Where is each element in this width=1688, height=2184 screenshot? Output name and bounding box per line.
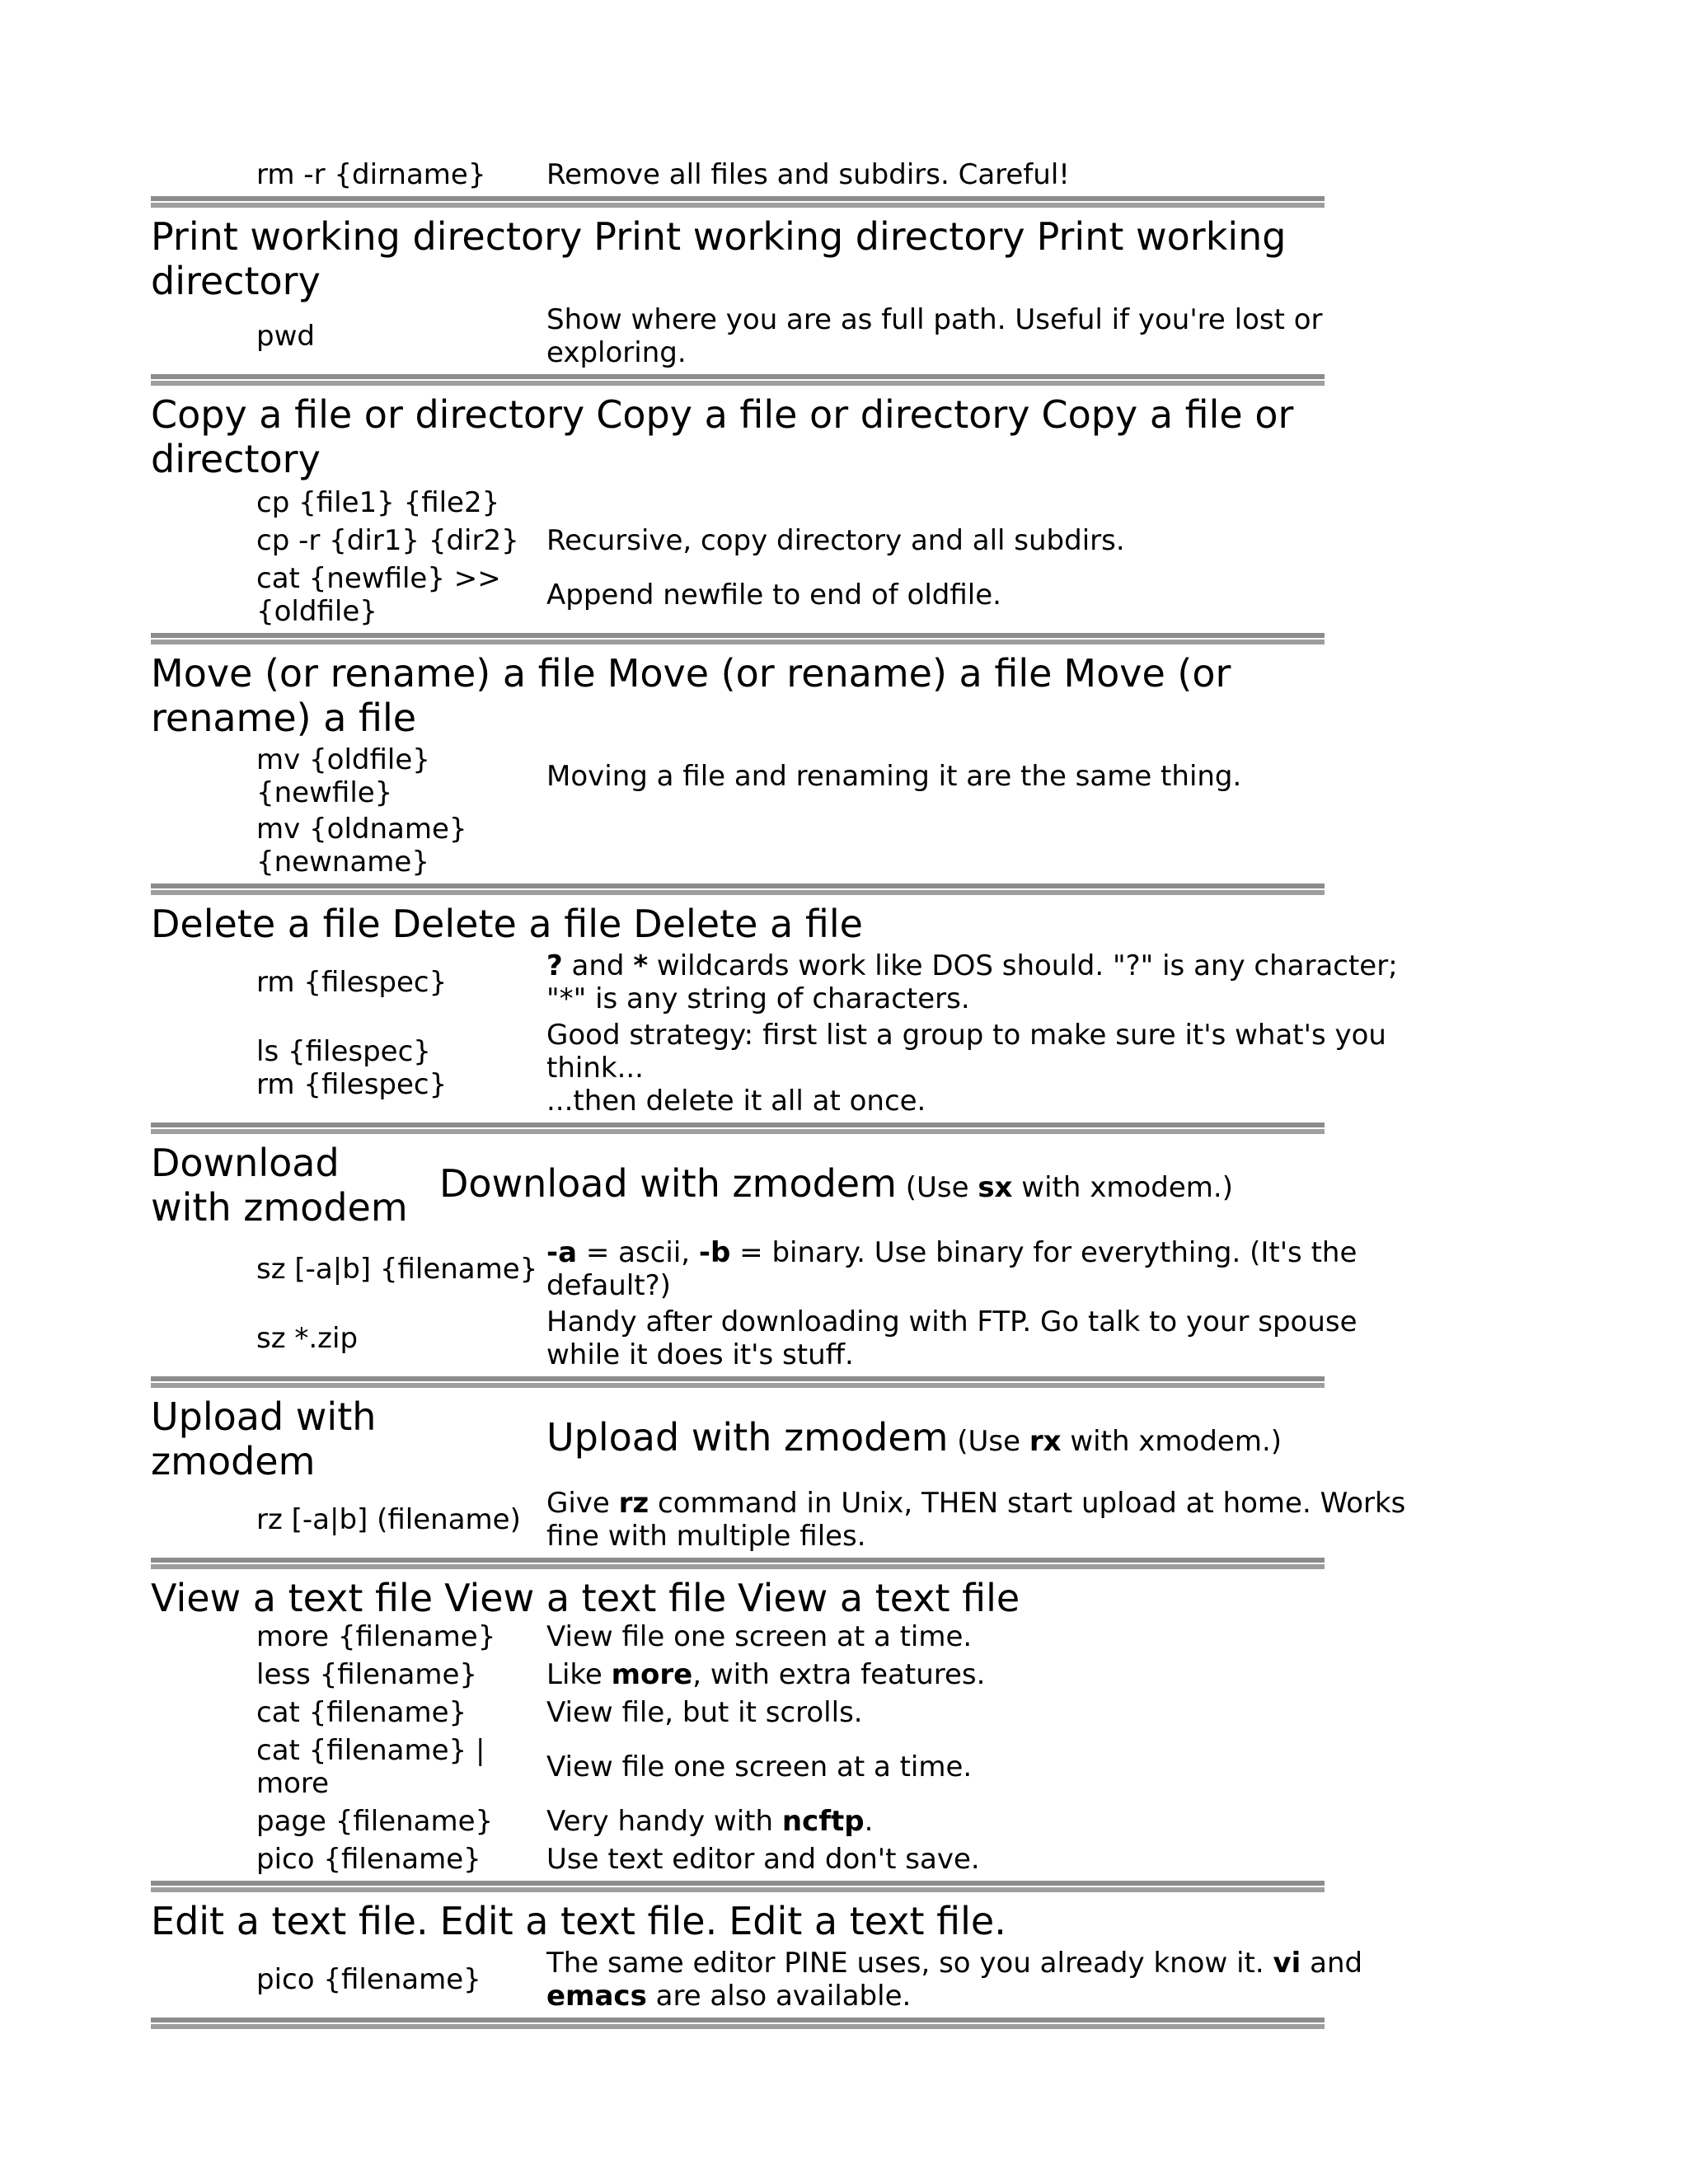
divider — [151, 883, 1325, 895]
command-name: rz — [618, 1487, 649, 1520]
description: Append newfile to end of oldfile. — [546, 579, 1001, 612]
heading-text: Print working directory — [151, 214, 1287, 303]
command: page {filename} — [256, 1805, 494, 1838]
heading-text: Delete a file — [633, 902, 863, 946]
description-text: . — [864, 1805, 874, 1838]
section-heading-download — [151, 1141, 1445, 1230]
heading-text: Upload with zmodem — [546, 1414, 949, 1460]
section-heading-upload — [151, 1394, 1445, 1483]
command-row — [151, 1487, 1445, 1553]
command: rm {filespec} — [256, 966, 448, 999]
description — [546, 1947, 1445, 2013]
description-text: , with extra features. — [692, 1658, 986, 1691]
description — [546, 1658, 1445, 1691]
heading-text: View a text file — [151, 1576, 434, 1620]
heading-text: Copy a file or directory — [596, 392, 1030, 437]
command-line: ls {filespec} — [256, 1035, 431, 1068]
heading-text: Delete a file — [392, 902, 622, 946]
description — [546, 1805, 1445, 1838]
description: View file one screen at a time. — [546, 1620, 973, 1653]
section-heading-copy — [151, 392, 1445, 481]
heading-text: Print working directory — [151, 214, 583, 259]
description-line: Good strategy: first list a group to make sure it's what's you think... — [546, 1019, 1386, 1085]
description — [546, 1019, 1445, 1118]
command-row — [151, 813, 1445, 879]
command: pico {filename} — [256, 1963, 481, 1996]
note-text: with xmodem.) — [1061, 1424, 1282, 1458]
description-line: ...then delete it all at once. — [546, 1085, 926, 1118]
divider — [151, 374, 1325, 386]
description: Show where you are as full path. Useful if you're lost or exploring. — [546, 303, 1323, 369]
note-text: (Use — [948, 1424, 1029, 1458]
command: sz [-a|b] {filename} — [256, 1253, 538, 1286]
document — [151, 148, 1445, 2034]
command: mv {oldfile} {newfile} — [256, 743, 430, 809]
command-row — [151, 1658, 1445, 1691]
divider — [151, 1558, 1325, 1569]
wildcard-question: ? — [546, 949, 563, 982]
command: cp -r {dir1} {dir2} — [256, 524, 519, 557]
command-row — [151, 303, 1445, 369]
heading-text: View a text file — [444, 1576, 727, 1620]
command-row — [151, 486, 1445, 519]
divider — [151, 1376, 1325, 1388]
command-name: more — [611, 1658, 693, 1691]
command-row — [151, 1805, 1445, 1838]
command-name: emacs — [546, 1980, 647, 2013]
description-text: The same editor PINE uses, so you already know it. — [546, 1947, 1273, 1980]
description-text: wildcards work like DOS should. "?" is any character; "*" is any string of characters. — [546, 949, 1398, 1015]
command: cat {filename} — [256, 1696, 467, 1729]
command-row — [151, 562, 1445, 628]
heading-text: Edit a text file. — [439, 1899, 718, 1943]
command-row — [151, 1843, 1445, 1876]
description-text: Very handy with — [546, 1805, 782, 1838]
section-heading-pwd — [151, 214, 1445, 303]
flag-a: -a — [546, 1236, 578, 1269]
heading-text: Edit a text file. — [151, 1899, 429, 1943]
command: pwd — [256, 320, 315, 353]
section-heading-edit — [151, 1899, 1445, 1943]
description-text: Give — [546, 1487, 619, 1520]
command: more {filename} — [256, 1620, 496, 1653]
heading-text: Delete a file — [151, 902, 381, 946]
section-heading-move — [151, 651, 1445, 740]
description-text: command in Unix, THEN start upload at home. Works fine with multiple files. — [546, 1487, 1406, 1553]
note-text: (Use — [896, 1170, 978, 1204]
command-row — [151, 1620, 1445, 1653]
command-row — [151, 1734, 1445, 1800]
divider — [151, 196, 1325, 208]
description-text: = ascii, — [577, 1236, 699, 1269]
description: Moving a file and renaming it are the same thing. — [546, 760, 1242, 793]
divider — [151, 1122, 1325, 1134]
text-and: and — [562, 949, 634, 982]
heading-text: Copy a file or directory — [151, 392, 585, 437]
heading-left: Download with zmodem — [151, 1141, 408, 1230]
note-command: rx — [1029, 1424, 1062, 1458]
command — [151, 1035, 546, 1101]
command: pico {filename} — [256, 1843, 481, 1876]
command-line: rm {filespec} — [256, 1068, 448, 1101]
description: View file one screen at a time. — [546, 1750, 973, 1783]
command: cat {newfile} >> {oldfile} — [256, 562, 501, 628]
command-row — [151, 1305, 1445, 1371]
description-text: and — [1301, 1947, 1363, 1980]
heading-text: Move (or rename) a file — [151, 651, 1231, 740]
command-row — [151, 1696, 1445, 1729]
command-row — [151, 1947, 1445, 2013]
heading-text: Move (or rename) a file — [607, 651, 1053, 696]
command: sz *.zip — [256, 1322, 359, 1355]
command-row — [151, 524, 1445, 557]
description: Use text editor and don't save. — [546, 1843, 980, 1876]
command-row — [151, 1019, 1445, 1118]
command-row — [151, 158, 1445, 191]
heading-text: Copy a file or directory — [151, 392, 1294, 481]
command-name: vi — [1273, 1947, 1301, 1980]
command: cp {file1} {file2} — [256, 486, 500, 519]
description-text: are also available. — [646, 1980, 912, 2013]
heading-left: Upload with zmodem — [151, 1394, 377, 1483]
heading-text: Print working directory — [593, 214, 1025, 259]
note-command: sx — [978, 1170, 1013, 1204]
description-text: = binary. Use binary for everything. (It's the default?) — [546, 1236, 1357, 1302]
section-heading-view — [151, 1576, 1445, 1620]
command: rz [-a|b] (filename) — [256, 1503, 521, 1536]
description — [546, 949, 1445, 1015]
description — [546, 1487, 1445, 1553]
command: less {filename} — [256, 1658, 478, 1691]
divider — [151, 1881, 1325, 1892]
description: Remove all files and subdirs. Careful! — [546, 158, 1070, 191]
heading-right — [546, 1415, 1445, 1464]
heading-text: View a text file — [738, 1576, 1020, 1620]
command: cat {filename} | more — [256, 1734, 485, 1800]
heading-right — [439, 1161, 1445, 1210]
description: View file, but it scrolls. — [546, 1696, 863, 1729]
description — [546, 1236, 1445, 1302]
description: Recursive, copy directory and all subdirs. — [546, 524, 1125, 557]
divider — [151, 633, 1325, 644]
heading-text: Download with zmodem — [439, 1160, 897, 1206]
wildcard-star: * — [633, 949, 649, 982]
description: Handy after downloading with FTP. Go talk to your spouse while it does it's stuff. — [546, 1305, 1357, 1371]
divider — [151, 2018, 1325, 2029]
heading-text: Move (or rename) a file — [151, 651, 596, 696]
command-row — [151, 743, 1445, 809]
command: mv {oldname} {newname} — [256, 813, 467, 879]
heading-note — [897, 1171, 1233, 1204]
section-heading-delete — [151, 902, 1445, 946]
note-text: with xmodem.) — [1012, 1170, 1233, 1204]
command-name: ncftp — [781, 1805, 865, 1838]
flag-b: -b — [698, 1236, 731, 1269]
description-text: Like — [546, 1658, 612, 1691]
command-row — [151, 1236, 1445, 1302]
command: rm -r {dirname} — [256, 158, 486, 191]
heading-text: Edit a text file. — [729, 1899, 1006, 1943]
heading-note — [948, 1425, 1282, 1458]
command-row — [151, 949, 1445, 1015]
